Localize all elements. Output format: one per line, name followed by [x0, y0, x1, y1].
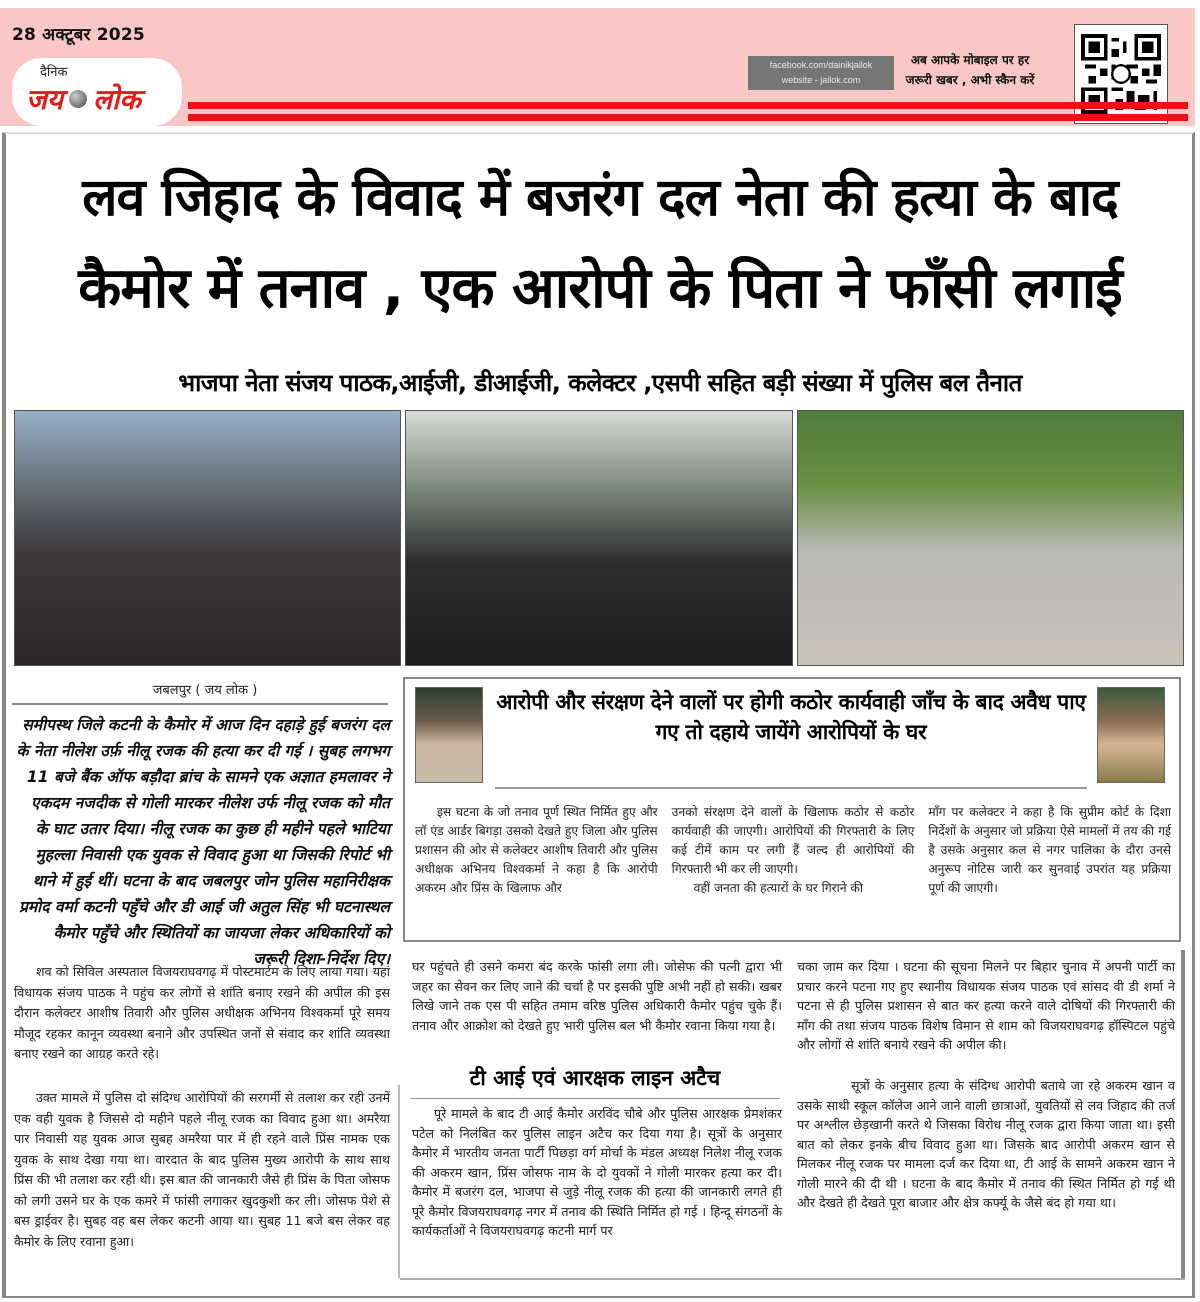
boxed-story-text-2b: वहीं जनता की हत्यारों के घर गिराने की	[693, 881, 863, 895]
boxed-story-headline: आरोपी और संरक्षण देने वालों पर होगी कठोर कार्यवाही जाँच के बाद अवैध पाए गए तो दहाये जायेंगे आरोपियों के घर	[496, 690, 1086, 744]
boxed-story-divider	[495, 787, 1087, 789]
boxed-story-text-3: माँग पर कलेक्टर ने कहा है कि सुप्रीम कोर्ट के दिशा निर्देशों के अनुसार जो प्रक्रिया ऐसे मामलों में तय की गई है उसके अनुसार कल से नगर पालिका के दौरा उनसे अनुरूप नोटिस जारी कर सुनवाई उपरांत यह प्रक्रिया पूर्ण की जाएगी।	[928, 805, 1172, 895]
crowd-at-site-photo	[405, 410, 792, 666]
logo-word-lok: लोक	[93, 83, 141, 116]
dateline: जबलपुर ( जय लोक )	[152, 683, 258, 698]
left-paragraph-2: उक्त मामले में पुलिस दो संदिग्ध आरोपियों की सरगर्मी से तलाश कर रही उनमें एक वही युवक है जिससे दो महीने पहले नीलू रजक का विवाद हुआ था। अमरैया पार निवासी यह युवक आज सुबह अमरैया पार में ही रहने वाले प्रिंस नामक एक युवक के साथ देखा गया था। वारदात के बाद पुलिस मुख्य आरोपी के साथ साथ प्रिंस की भी तलाश कर रही थी। इस बात की जानकारी जैसे ही प्रिंस के पिता जोसफ को लगी उसने घर के एक कमरे में फांसी लगाकर खुदकुशी कर ली। जोसफ पेशे से बस ड्राईवर है। सुबह वह बस लेकर कटनी आया था। सुबह 11 बजे बस लेकर वह कैमोर के लिए रवाना हुआ।	[14, 1090, 390, 1249]
photo-strip	[14, 410, 1184, 666]
facebook-link[interactable]: facebook.com/dainikjailok	[769, 60, 873, 70]
scan-prompt	[905, 50, 1035, 90]
section-subheadline: टी आई एवं आरक्षक लाइन अटैच	[469, 1066, 721, 1090]
boxed-story	[403, 677, 1181, 942]
logo-wordmark	[26, 80, 141, 118]
bottom-divider	[400, 1278, 1185, 1280]
crowd-with-leaders-photo	[14, 410, 401, 666]
official-portrait-photo-left	[415, 687, 483, 783]
logo-prefix: दैनिक	[40, 65, 68, 80]
issue-date: 28 अक्टूबर 2025	[12, 25, 145, 45]
qr-code-whatsapp-icon[interactable]	[1074, 24, 1168, 124]
right-paragraph-2: सूत्रों के अनुसार हत्या के संदिग्ध आरोपी बताये जा रहे अकरम खान व उसके साथी स्कूल कॉलेज आने जाने वाली छात्राओं, युवतियों से लव जिहाद की तर्ज पर अश्लील छेड़खानी करते थे जिसका विरोध नीलू रजक द्वारा किया जाता था। इसी बात को लेकर इनके बीच विवाद हुआ था। जिसके बाद आरोपी अकरम खान से मिलकर नीलू रजक पर मामला दर्ज कर दिया था, टी आई के सामने अकरम खान ने गोली मारने की दी थी । घटना के बाद कैमोर में तनाव की स्थित निर्मित हो गई थी और देखते ही देखते पूरा बाजार और क्षेत्र कर्फ्यू के जैसे बंद हो गया था।	[797, 1078, 1175, 1210]
newspaper-logo	[12, 58, 182, 126]
globe-icon	[69, 90, 87, 108]
column-divider	[398, 1085, 400, 1278]
lead-paragraph: समीपस्थ जिले कटनी के कैमोर में आज दिन दहाड़े हुई बजरंग दल के नेता नीलेश उर्फ़ नीलू रजक की हत्या कर दी गई । सुबह लगभग 11 बजे बैंक ऑफ बड़ौदा ब्रांच के सामने एक अज्ञात हमलावर ने एकदम नजदीक से गोली मारकर नीलेश उर्फ नीलू रजक को मौत के घाट उतार दिया। नीलू रजक का कुछ ही महीने पहले भाटिया मुहल्ला निवासी एक युवक से विवाद हुआ था जिसकी रिपोर्ट भी थाने में हुई थीं। घटना के बाद जबलपुर जोन पुलिस महानिरीक्षक प्रमोद वर्मा कटनी पहुँचे और डी आई जी अतुल सिंह भी घटनास्थल कैमोर पहुँचे और स्थितियों का जायजा लेकर अधिकारियों को जरूरी दिशा-निर्देश दिए।	[16, 716, 390, 968]
main-headline-line-2: कैमोर में तनाव , एक आरोपी के पिता ने फाँसी लगाई	[78, 256, 1122, 321]
middle-paragraph-2: पूरे मामले के बाद टी आई कैमोर अरविंद चौबे और पुलिस आरक्षक प्रेमशंकर पटेल को निलंबित कर पुलिस लाइन अटैच कर दिया गया है। सूत्रों के अनुसार कैमोर में भारतीय जनता पार्टी पिछड़ा वर्ग मोर्चा के मंडल अध्यक्ष निलेश नीलू रजक की अकरम खान, प्रिंस जोसफ नाम के दो युवकों ने गोली मारकर हत्या कर दी। कैमोर में बजरंग दल, भाजपा से जुड़े नीलू रजक की हत्या की जानकारी लगते ही पूरे कैमोर विजयराघवगढ़ नगर में तनाव की स्थिति निर्मित हो गई । हिन्दू संगठनों के कार्यकर्ताओं ने विजयराघवगढ़ कटनी मार्ग पर	[412, 1106, 782, 1238]
main-headline-line-1: लव जिहाद के विवाद में बजरंग दल नेता की हत्या के बाद	[82, 168, 1118, 228]
right-paragraph-1: चका जाम कर दिया । घटना की सूचना मिलने पर बिहार चुनाव में अपनी पार्टी का प्रचार करने पटना गए हुए स्थानीय विधायक संजय पाठक एवं सांसद वी डी शर्मा ने पटना से ही पुलिस प्रशासन से बात कर हत्या करने वाले दोषियों की गिरफ्तारी की माँग की तथा संजय पाठक विशेष विमान से शाम को विजयराघवगढ़ हॉस्पिटल पहुंचे और लोगों से शांति बनाये रखने की अपील की।	[797, 959, 1175, 1052]
boxed-story-column-1	[415, 803, 658, 898]
website-link[interactable]: website - jailok.com	[781, 75, 861, 85]
scan-prompt-line-2: जरूरी खबर , अभी स्कैन करें	[905, 73, 1035, 87]
middle-paragraph-1: घर पहुंचते ही उसने कमरा बंद करके फांसी लगा ली। जोसेफ की पत्नी द्वारा भी जहर का सेवन कर लिए जाने की चर्चा है पर इसकी पुष्टि अभी नहीं हो सकी। खबर लिखे जाने तक एस पी सहित तमाम वरिष्ठ पुलिस अधिकारी कैमोर पहुंच चुके हैं। तनाव और आक्रोश को देखते हुए भारी पुलिस बल भी कैमोर रवाना किया गया है।	[412, 959, 782, 1033]
boxed-story-column-2	[672, 803, 915, 898]
boxed-story-text-2a: उनको संरक्षण देने वालों के खिलाफ कठोर से कठोर कार्यवाही की जाएगी। आरोपियों की गिरफ्तारी के लिए कई टीमें काम पर लगी हैं जल्द ही आरोपियों की गिरफ्तारी भी कर ली जाएगी।	[671, 805, 915, 876]
masthead	[0, 8, 1195, 126]
sub-headline: भाजपा नेता संजय पाठक,आईजी, डीआईजी, कलेक्टर ,एसपी सहित बड़ी संख्या में पुलिस बल तैनात	[178, 369, 1022, 397]
official-portrait-photo-right	[1097, 687, 1165, 783]
subheadline-divider	[410, 1098, 780, 1099]
masthead-rule-bottom	[188, 114, 1188, 121]
boxed-story-text-1: इस घटना के जो तनाव पूर्ण स्थित निर्मित हुए और लॉ एंड आर्डर बिगड़ा उसको देखते हुए जिला और पुलिस प्रशासन की ओर से कलेक्टर आशीष तिवारी और पुलिस अधीक्षक अभिनय विश्वकर्मा ने कहा है कि आरोपी अकरम और प्रिंस के खिलाफ और	[415, 805, 658, 895]
officials-on-road-photo	[797, 410, 1184, 666]
social-links-box	[748, 56, 894, 90]
dateline-divider	[12, 703, 388, 705]
left-paragraph-1: शव को सिविल अस्पताल विजयराघवगढ़ में पोस्टमार्टम के लिए लाया गया। यहां विधायक संजय पाठक ने पहुंच कर लोगों से शांति बनाए रखने की अपील की इस दौरान कलेक्टर आशीष तिवारी और पुलिस अधीक्षक अभिनय विश्वकर्मा पूरे समय मौजूद रहकर कानून व्यवस्था बनाने और उपस्थित जनों से संवाद कर शांति व्यवस्था बनाए रखने का आग्रह करते रहे।	[14, 964, 390, 1061]
boxed-story-columns	[415, 803, 1171, 898]
scan-prompt-line-1: अब आपके मोबाइल पर हर	[910, 53, 1030, 67]
masthead-rule-top	[188, 102, 1188, 109]
right-border	[1181, 950, 1185, 1278]
logo-word-jay: जय	[26, 83, 64, 116]
boxed-story-column-3	[928, 803, 1171, 898]
